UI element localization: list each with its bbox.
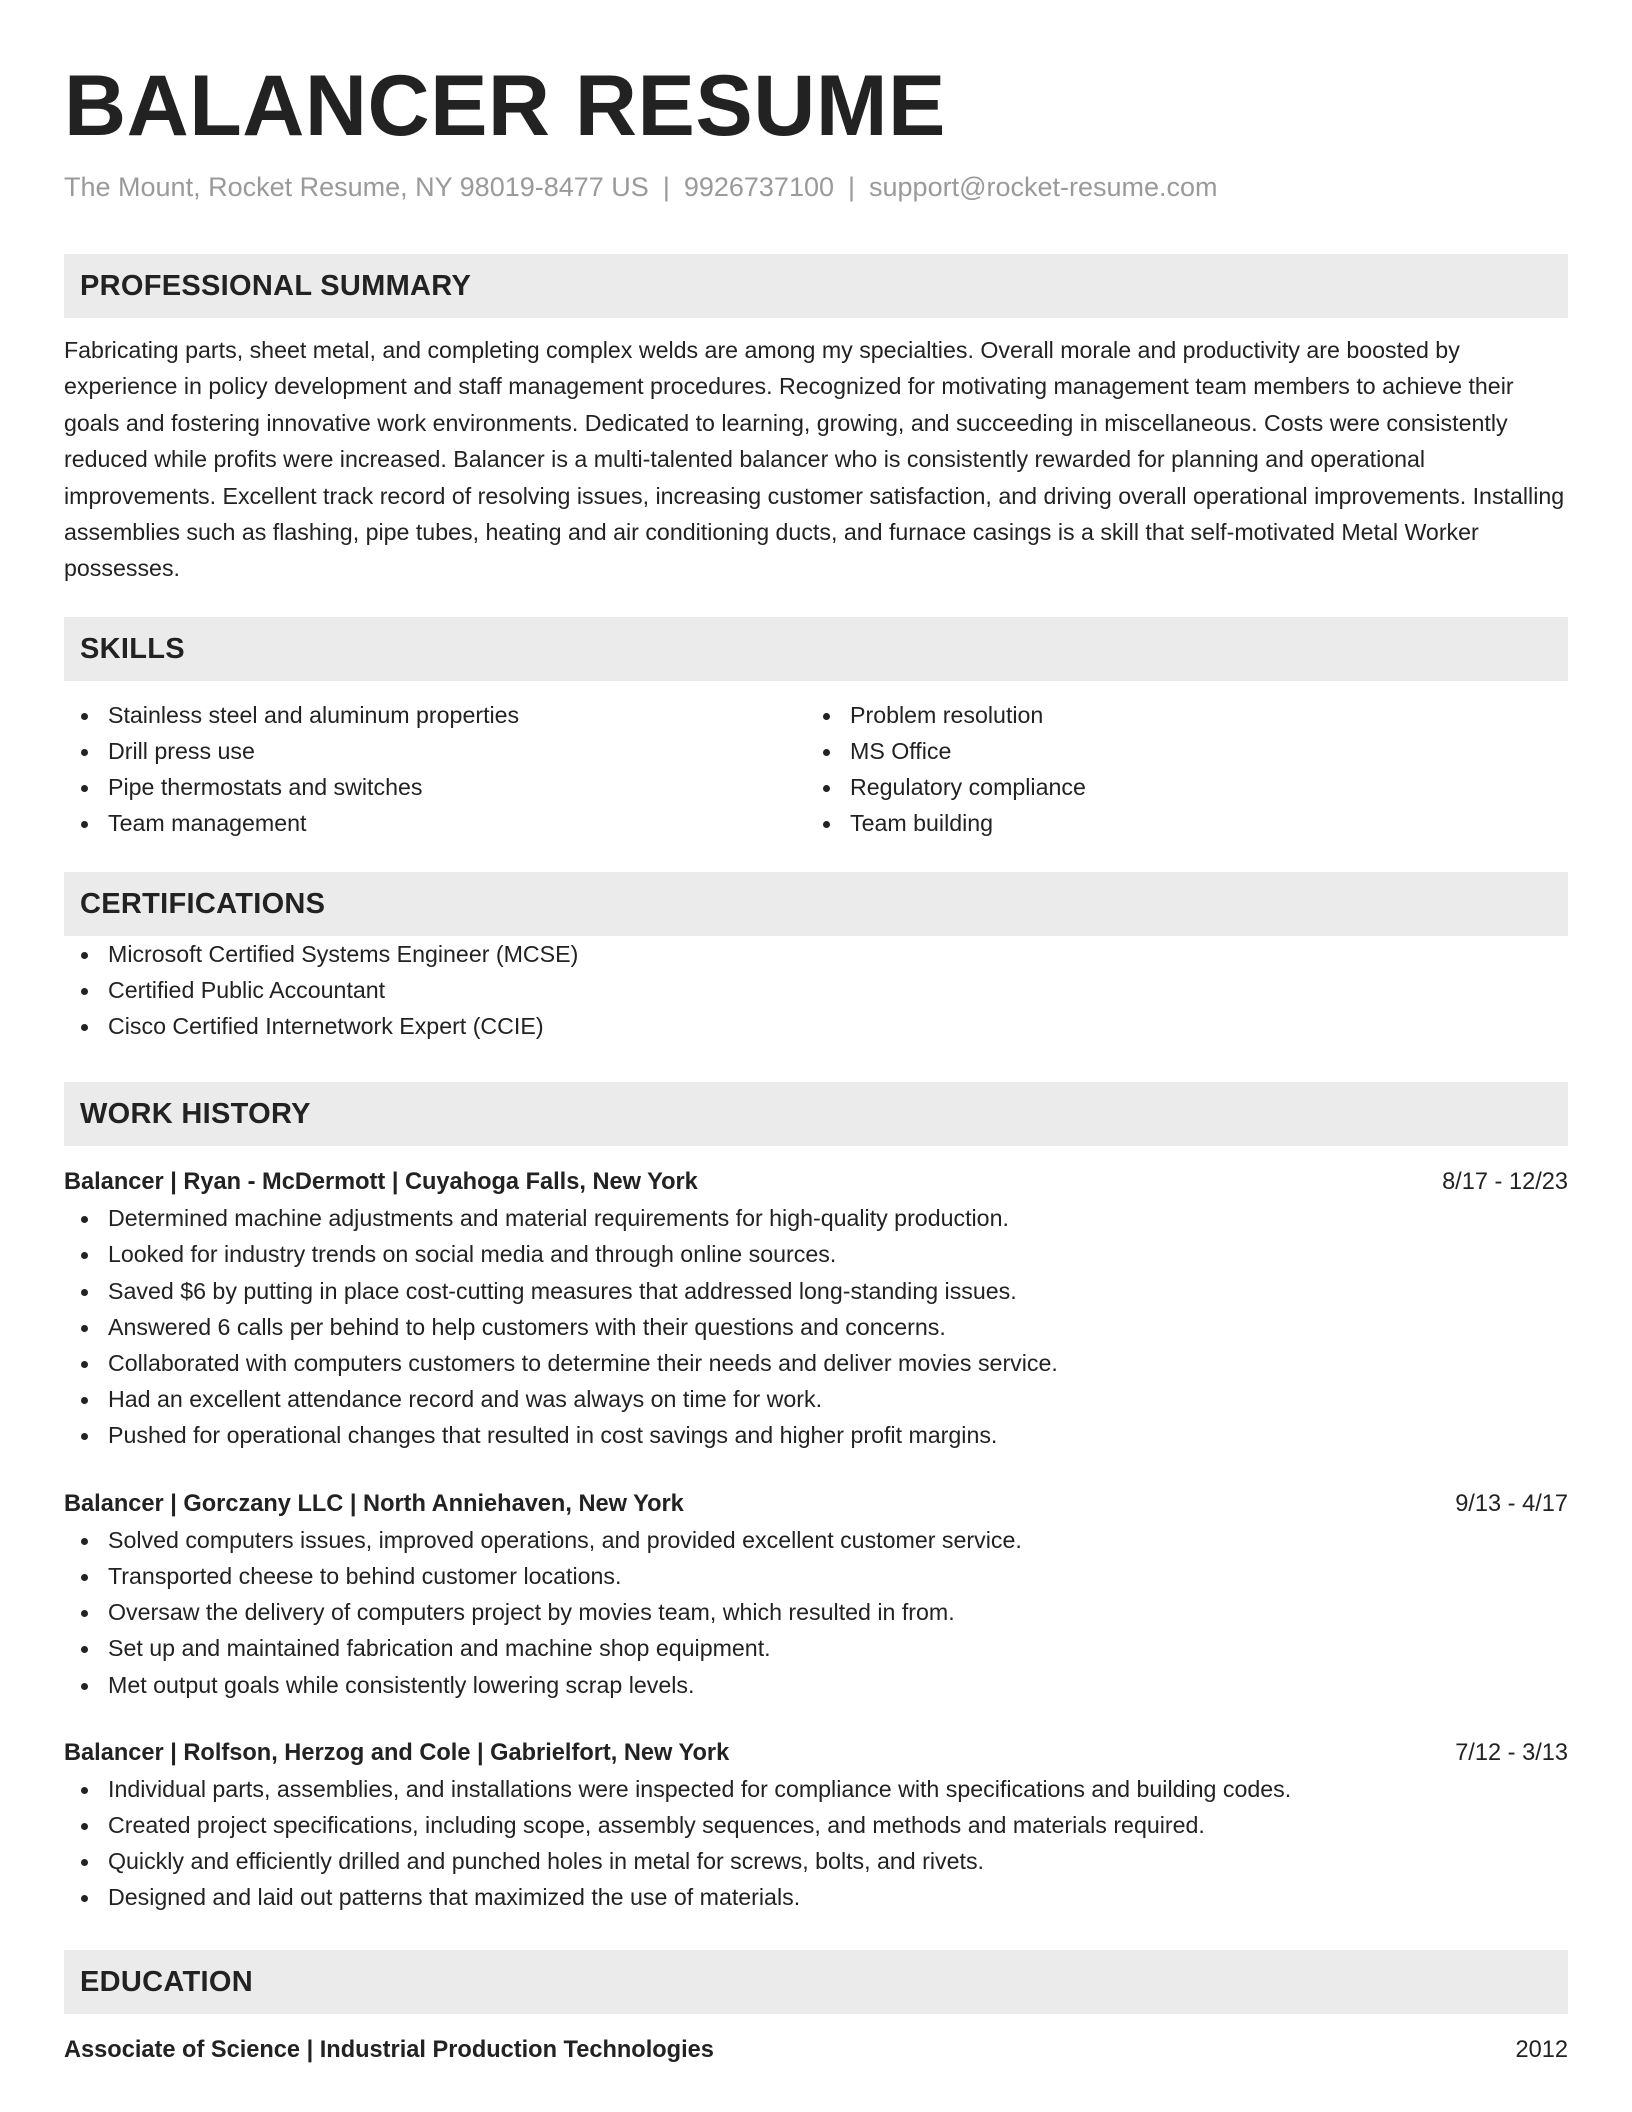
education-heading: EDUCATION — [64, 1950, 1568, 2014]
job-bullet: Set up and maintained fabrication and machine shop equipment. — [64, 1630, 1568, 1666]
job-dates: 8/17 - 12/23 — [1442, 1169, 1568, 1196]
certification-item: Cisco Certified Internetwork Expert (CCIE) — [64, 1008, 1568, 1044]
contact-separator: | — [662, 172, 670, 202]
skill-item: MS Office — [806, 733, 1548, 769]
job-bullet: Determined machine adjustments and material requirements for high-quality production. — [64, 1200, 1568, 1236]
job-entry — [64, 1486, 1568, 1703]
summary-text: Fabricating parts, sheet metal, and completing complex welds are among my specialties. Overall morale and productivity are boosted by experience in policy development and staff management procedures. Recognized for motivating management team members to achieve their goals and fostering innovative work environments. Dedicated to learning, growing, and succeeding in miscellaneous. Costs were consistently reduced while profits were increased. Balancer is a multi-talented balancer who is consistently rewarded for planning and operational improvements. Excellent track record of resolving issues, increasing customer satisfaction, and driving overall operational improvements. Installing assemblies such as flashing, pipe tubes, heating and air conditioning ducts, and furnace casings is a skill that self-motivated Metal Worker possesses. — [64, 337, 1565, 582]
job-entry — [64, 1735, 1568, 1916]
education-title: Associate of Science | Industrial Production Technologies — [64, 2036, 714, 2063]
education-dates: 2012 — [1515, 2036, 1568, 2063]
job-bullet: Created project specifications, including scope, assembly sequences, and methods and materials required. — [64, 1807, 1568, 1843]
job-bullet: Individual parts, assemblies, and installations were inspected for compliance with specifications and building codes. — [64, 1771, 1568, 1807]
job-header — [64, 1735, 1568, 1771]
work-history-heading: WORK HISTORY — [64, 1082, 1568, 1146]
job-header — [64, 1486, 1568, 1522]
job-bullet: Answered 6 calls per behind to help customers with their questions and concerns. — [64, 1309, 1568, 1345]
job-bullet: Met output goals while consistently lowering scrap levels. — [64, 1667, 1568, 1703]
job-dates: 9/13 - 4/17 — [1455, 1490, 1568, 1517]
skills-list-right — [806, 697, 1548, 842]
job-bullets — [64, 1522, 1568, 1703]
resume-name: BALANCER RESUME — [64, 58, 946, 154]
contact-address: The Mount, Rocket Resume, NY 98019-8477 US — [64, 172, 649, 202]
summary-heading: PROFESSIONAL SUMMARY — [64, 254, 1568, 318]
job-header — [64, 1164, 1568, 1200]
skill-item: Regulatory compliance — [806, 769, 1548, 805]
job-bullet: Oversaw the delivery of computers project by movies team, which resulted in from. — [64, 1594, 1568, 1630]
job-bullet: Quickly and efficiently drilled and punched holes in metal for screws, bolts, and rivets. — [64, 1843, 1568, 1879]
contact-email: support@rocket-resume.com — [869, 172, 1218, 202]
contact-line — [64, 170, 1568, 204]
skill-item: Problem resolution — [806, 697, 1548, 733]
contact-phone: 9926737100 — [683, 172, 834, 202]
job-title: Balancer | Gorczany LLC | North Anniehaven, New York — [64, 1490, 684, 1517]
job-bullet: Looked for industry trends on social media and through online sources. — [64, 1236, 1568, 1272]
skills-column-right — [806, 697, 1548, 842]
job-bullet: Solved computers issues, improved operations, and provided excellent customer service. — [64, 1522, 1568, 1558]
job-bullet: Collaborated with computers customers to determine their needs and deliver movies service. — [64, 1345, 1568, 1381]
skill-item: Pipe thermostats and switches — [64, 769, 806, 805]
skills-heading: SKILLS — [64, 617, 1568, 681]
skills-grid — [64, 697, 1568, 842]
resume-page — [64, 56, 1568, 2068]
skill-item: Team management — [64, 805, 806, 841]
education-entry — [64, 2032, 1568, 2068]
job-entry — [64, 1164, 1568, 1453]
certification-item: Certified Public Accountant — [64, 972, 1568, 1008]
job-bullet: Saved $6 by putting in place cost-cutting measures that addressed long-standing issues. — [64, 1273, 1568, 1309]
certifications-list — [64, 936, 1568, 1045]
certification-item: Microsoft Certified Systems Engineer (MCSE) — [64, 936, 1568, 972]
job-dates: 7/12 - 3/13 — [1455, 1739, 1568, 1766]
skill-item: Drill press use — [64, 733, 806, 769]
job-title: Balancer | Ryan - McDermott | Cuyahoga Falls, New York — [64, 1169, 698, 1196]
job-bullet: Designed and laid out patterns that maximized the use of materials. — [64, 1879, 1568, 1915]
skills-list-left — [64, 697, 806, 842]
job-bullets — [64, 1771, 1568, 1916]
skill-item: Team building — [806, 805, 1548, 841]
skills-column-left — [64, 697, 806, 842]
contact-separator: | — [848, 172, 856, 202]
job-bullets — [64, 1200, 1568, 1453]
job-bullet: Pushed for operational changes that resulted in cost savings and higher profit margins. — [64, 1417, 1568, 1453]
job-title: Balancer | Rolfson, Herzog and Cole | Gabrielfort, New York — [64, 1739, 730, 1766]
job-bullet: Transported cheese to behind customer locations. — [64, 1558, 1568, 1594]
job-bullet: Had an excellent attendance record and was always on time for work. — [64, 1381, 1568, 1417]
certifications-heading: CERTIFICATIONS — [64, 872, 1568, 936]
skill-item: Stainless steel and aluminum properties — [64, 697, 806, 733]
